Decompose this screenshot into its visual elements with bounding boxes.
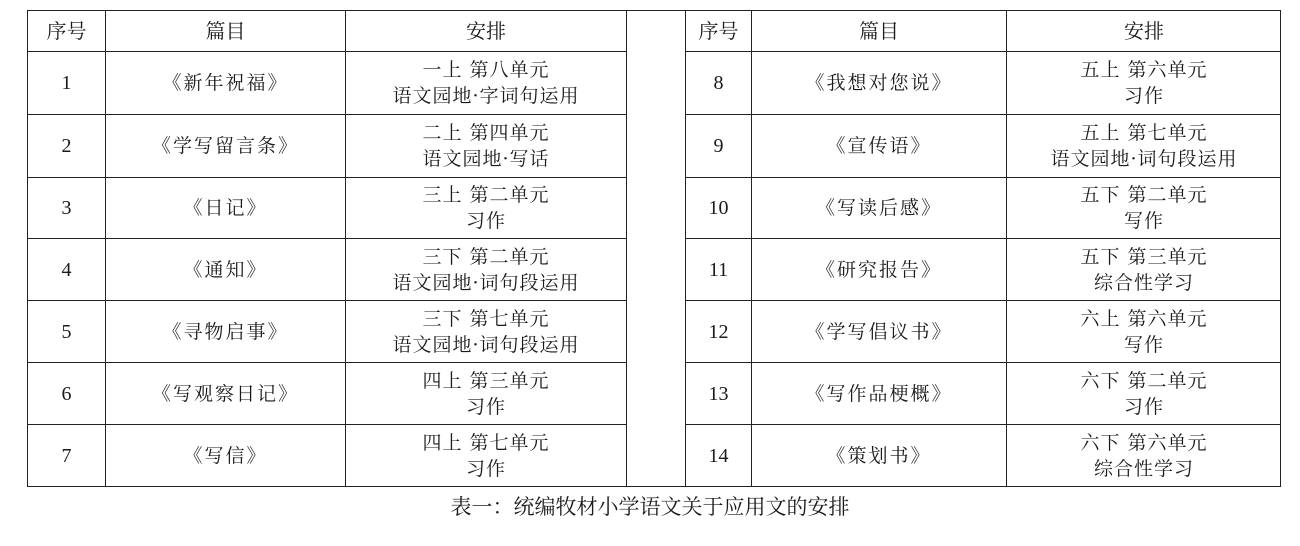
row-title: 《宣传语》: [752, 115, 1007, 177]
table-row: [28, 363, 626, 425]
table-row: [686, 115, 1281, 178]
arrangement-section: 语文园地·词句段运用: [392, 271, 580, 294]
arrangement-section: 综合性学习: [1093, 271, 1194, 294]
table-row: [28, 178, 626, 239]
row-arrangement: [346, 52, 626, 114]
row-title: 《通知》: [106, 239, 346, 300]
table-row: [686, 363, 1281, 425]
arrangement-unit: 五上 第六单元: [1080, 59, 1208, 81]
row-title: 《学写留言条》: [106, 115, 346, 177]
header-index: 序号: [28, 11, 106, 51]
row-index: 11: [686, 239, 752, 300]
table-header-row: [686, 11, 1281, 52]
arrangement-unit: 三上 第二单元: [422, 184, 550, 206]
row-index: 13: [686, 363, 752, 424]
row-index: 12: [686, 301, 752, 362]
table-row: [28, 301, 626, 363]
table-header-row: [28, 11, 626, 52]
table-left-half: [28, 11, 627, 486]
table-caption: 表一：统编牧材小学语文关于应用文的安排: [450, 495, 850, 519]
arrangement-section: 习作: [465, 210, 506, 232]
arrangement-section: 语文园地·写话: [422, 148, 550, 170]
arrangement-unit: 一上 第八单元: [422, 59, 550, 81]
row-title: 《我想对您说》: [752, 52, 1007, 114]
table-row: [686, 239, 1281, 301]
row-title: 《新年祝福》: [106, 52, 346, 114]
row-arrangement: [346, 178, 626, 238]
row-index: 6: [28, 363, 106, 424]
row-title: 《策划书》: [752, 425, 1007, 486]
arrangement-section: 习作: [1123, 395, 1164, 418]
row-index: 7: [28, 425, 106, 486]
table-row: [28, 115, 626, 178]
row-arrangement: [1007, 363, 1281, 424]
table-right-half: [685, 11, 1281, 486]
arrangement-unit: 五下 第二单元: [1080, 184, 1208, 206]
arrangement-unit: 三下 第七单元: [422, 307, 550, 330]
row-arrangement: [1007, 115, 1281, 177]
row-index: 3: [28, 178, 106, 238]
row-title: 《写信》: [106, 425, 346, 486]
row-title: 《日记》: [106, 178, 346, 238]
table-row: [686, 425, 1281, 486]
table-row: [28, 239, 626, 301]
arrangement-section: 语文园地·字词句运用: [392, 85, 580, 107]
row-arrangement: [1007, 239, 1281, 300]
row-title: 《写作品梗概》: [752, 363, 1007, 424]
row-arrangement: [346, 425, 626, 486]
arrangement-section: 习作: [1123, 85, 1164, 107]
arrangement-unit: 六上 第六单元: [1080, 307, 1208, 330]
row-arrangement: [346, 115, 626, 177]
row-index: 2: [28, 115, 106, 177]
header-title: 篇目: [106, 11, 346, 51]
arrangement-section: 写作: [1123, 210, 1164, 232]
row-arrangement: [1007, 178, 1281, 238]
arrangement-unit: 五上 第七单元: [1080, 122, 1208, 144]
row-arrangement: [1007, 425, 1281, 486]
row-title: 《研究报告》: [752, 239, 1007, 300]
row-index: 5: [28, 301, 106, 362]
row-title: 《学写倡议书》: [752, 301, 1007, 362]
arrangement-section: 语文园地·词句段运用: [392, 333, 580, 356]
table-row: [686, 52, 1281, 115]
row-index: 4: [28, 239, 106, 300]
row-title: 《写观察日记》: [106, 363, 346, 424]
arrangement-section: 习作: [465, 395, 506, 418]
arrangement-unit: 六下 第二单元: [1080, 369, 1208, 392]
row-title: 《寻物启事》: [106, 301, 346, 362]
row-index: 9: [686, 115, 752, 177]
arrangement-unit: 二上 第四单元: [422, 122, 550, 144]
arrangement-section: 习作: [465, 457, 506, 480]
arrangement-section: 语文园地·词句段运用: [1050, 148, 1238, 170]
arrangement-unit: 四上 第七单元: [422, 431, 550, 454]
row-arrangement: [346, 239, 626, 300]
application-writing-table: [27, 10, 1281, 487]
row-index: 8: [686, 52, 752, 114]
row-arrangement: [1007, 301, 1281, 362]
arrangement-unit: 六下 第六单元: [1080, 431, 1208, 454]
table-row: [28, 425, 626, 486]
arrangement-unit: 五下 第三单元: [1080, 245, 1208, 268]
row-arrangement: [1007, 52, 1281, 114]
row-index: 10: [686, 178, 752, 238]
header-title: 篇目: [752, 11, 1007, 51]
arrangement-section: 写作: [1123, 333, 1164, 356]
header-arrangement: 安排: [1124, 19, 1164, 43]
table-row: [686, 301, 1281, 363]
arrangement-section: 综合性学习: [1093, 457, 1194, 480]
row-arrangement: [346, 301, 626, 362]
row-arrangement: [346, 363, 626, 424]
arrangement-unit: 三下 第二单元: [422, 245, 550, 268]
row-index: 14: [686, 425, 752, 486]
table-row: [28, 52, 626, 115]
row-title: 《写读后感》: [752, 178, 1007, 238]
header-index: 序号: [686, 11, 752, 51]
arrangement-unit: 四上 第三单元: [422, 369, 550, 392]
row-index: 1: [28, 52, 106, 114]
table-row: [686, 178, 1281, 239]
header-arrangement: 安排: [466, 19, 506, 43]
